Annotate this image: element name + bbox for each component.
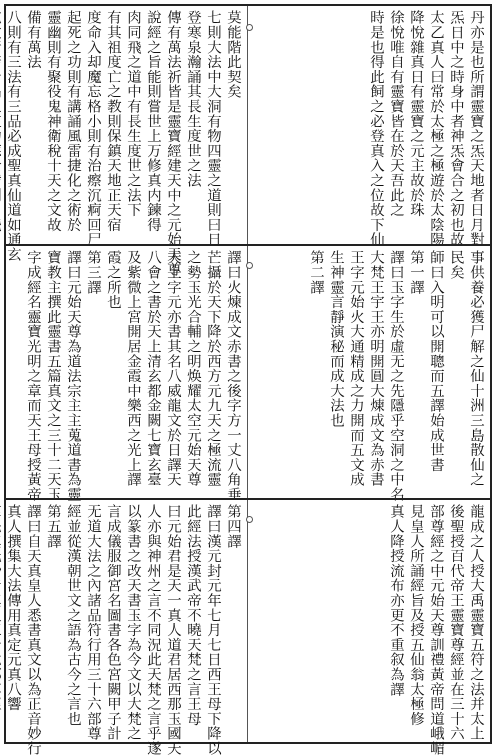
- text-column: 事供養必獲尸解之仙十洲三島散仙之: [468, 250, 484, 487]
- text-column: 第二譯: [308, 250, 324, 295]
- text-column: 肉同飛之道中有長生度世之法下: [125, 10, 141, 218]
- text-column: 備有萬法: [25, 10, 41, 70]
- text-column: 靈幽則有聚役鬼神衛稅十天之文故: [45, 10, 61, 232]
- text-column: 生神靈言靜演秘而成大法也: [328, 250, 344, 428]
- text-column: 真人撰集大法傳用真定元真八響: [5, 504, 21, 712]
- text-column: 譯曰火煉成文赤書之後字方一丈八角垂: [225, 250, 241, 502]
- band-bottom: [5, 498, 490, 756]
- text-column: 大梵王宇王亦明開圓大煉成文為赤書: [368, 250, 384, 487]
- text-column: 王字元始火大通精成之力開而五文成: [348, 250, 364, 487]
- text-column: 譯曰玉字生於虛无之先隱乎空洞之中名: [388, 250, 404, 502]
- text-column: 言成儀服御宮名圖書各色宮闕甲子計: [105, 504, 121, 741]
- binding-hole-top: [246, 24, 253, 31]
- text-column: 說經之旨能則嘗世上万修真内鍊得: [145, 10, 161, 232]
- text-column: 芒攝於天下降於西方元九天之極流靈: [205, 250, 221, 487]
- band-middle: [6, 244, 490, 502]
- text-column: 譯曰自天真皇人悉書真文以為正音妙行: [25, 504, 41, 756]
- text-column: 民矣: [448, 250, 464, 280]
- text-column: 傳有萬法祈皆是靈寶經建天中之元始天尊: [165, 10, 181, 277]
- text-column: 後聖授百代帝王靈寶尊經並在三十六: [448, 504, 464, 741]
- text-column: 第五譯: [45, 504, 61, 549]
- text-column: 見皇人所誦經旨及授五仙翁太極修: [408, 504, 424, 726]
- middle-left-half: [6, 246, 248, 502]
- text-column: 丹亦是也所謂靈寶之炁天地者日月對: [468, 10, 484, 247]
- text-column: 炁日中之時身中者神炁會合之初也故: [448, 10, 464, 247]
- text-column: 第四譯: [225, 504, 241, 549]
- binding-hole-middle: [246, 262, 253, 269]
- text-column: 有其祖度亡之教則保鎮天地正天宿: [105, 10, 121, 232]
- text-column: 譯曰元始天尊為道法宗主主蒐道書為靈: [65, 250, 81, 502]
- text-column: 天上字元亦書其名八威龍文於日譯天: [165, 250, 181, 487]
- text-column: 龍成之人授大禹靈寶五符之法并太上: [468, 504, 484, 741]
- text-column: 度命入却魔忘格小則有治瘵沉痾回尸: [85, 10, 101, 247]
- text-column: 曰元始君是天一真人道君居西那玉國天: [165, 504, 181, 756]
- text-column: 徐悅唯自有靈寶皆在於天吾此之: [388, 10, 404, 218]
- bottom-left-half: [5, 500, 248, 756]
- text-column: 譯曰漢元封元年七月七日西王母下降以: [205, 504, 221, 756]
- text-column: 降悅雜真日有靈寶之元主故於珠: [408, 10, 424, 218]
- text-column: 第一譯: [408, 250, 424, 295]
- text-column: 登寒泉瀚誦其長生度世之法: [185, 10, 201, 188]
- text-column: 人亦與神州之言不同況此天梵之言乎遂: [145, 504, 161, 756]
- text-column: 以篆書之改天書玉字為今文以大梵之: [125, 504, 141, 741]
- text-column: 霞之所也: [105, 250, 121, 310]
- text-column: 莫能階此契矣: [225, 10, 241, 99]
- text-column: 部尊經之中元始天尊訓禮黃帝問道峨嵋: [428, 504, 444, 756]
- text-column: 時是也得此飼之必登真入之位故下仙: [368, 10, 384, 247]
- text-column: 起死之功則有講誦風雷捷化之術於: [65, 10, 81, 232]
- scripture-page: [4, 4, 492, 756]
- middle-right-half: [248, 246, 490, 502]
- text-column: 之勢玉光合輔之明焕耀太空元始天尊: [185, 250, 201, 487]
- text-column: 此經法授漢武帝不曉天梵之言王母: [185, 504, 201, 726]
- text-column: 及紫微上宮開居金霞中樂西之光上譯: [125, 250, 141, 487]
- text-column: 第三譯: [85, 250, 101, 295]
- top-right-half: [248, 6, 490, 247]
- binding-hole-bottom: [246, 516, 253, 523]
- text-column: 字成經名靈寶光明之章而天王母授黃帝: [25, 250, 41, 502]
- bottom-right-half: [248, 500, 490, 756]
- text-column: 經並從漢朝世文之語為古今之言也: [65, 504, 81, 726]
- text-column: 八則有三法有三品必成聖真仙道如通玄: [5, 10, 21, 262]
- text-column: 師曰入明可以開聰而五譯始成世書: [428, 250, 444, 472]
- text-column: 八會之書於天上清玄都金闕七寶玄臺: [145, 250, 161, 487]
- text-column: 七則大法中大洞有物四靈之道則曰日: [205, 10, 221, 247]
- text-column: 无道大法之內諸品符行用三十六部尊: [85, 504, 101, 741]
- text-column: 太乙真人曰常於太極之極遊於太陰陽: [428, 10, 444, 247]
- text-column: 真人降授流布亦更不重叙為譯: [388, 504, 404, 697]
- text-column: 寶教主撰此靈書五篇真文之三十二天玉: [45, 250, 61, 502]
